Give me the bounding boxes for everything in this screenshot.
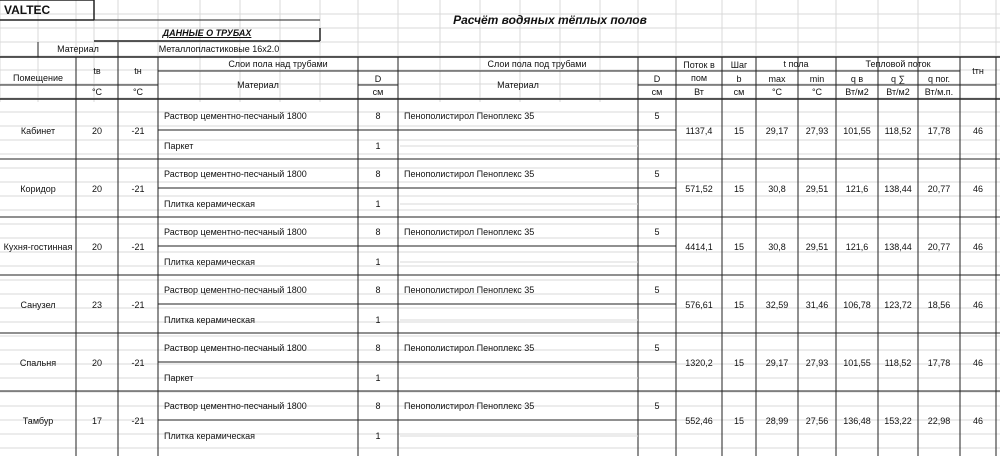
col-header-step: Шаг (730, 59, 748, 70)
col-header-d-below: D (653, 73, 661, 84)
col-header-tmin: min (809, 73, 825, 84)
layer-above-material-cell[interactable]: Плитка керамическая (164, 198, 255, 209)
group-header-heat-flow: Тепловой поток (865, 59, 931, 69)
room-flow-cell[interactable]: 576,61 (685, 299, 713, 310)
col-unit-tv: °C (91, 86, 103, 97)
room-qpog-cell[interactable]: 17,78 (927, 357, 951, 368)
room-tmax-cell[interactable]: 29,17 (765, 125, 789, 136)
room-tn-cell[interactable]: -21 (131, 241, 145, 252)
pipe-material-label: Материал (57, 44, 99, 54)
room-tmax-cell[interactable]: 32,59 (765, 299, 789, 310)
col-unit-qv: Вт/м2 (845, 86, 869, 97)
layer-above-d-cell[interactable]: 8 (375, 342, 381, 353)
pipes-section-title: ДАННЫЕ О ТРУБАХ (162, 28, 252, 38)
layer-above-material-cell[interactable]: Плитка керамическая (164, 430, 255, 441)
col-header-flow-line2: пом (690, 72, 708, 83)
layer-below-d-cell[interactable]: 5 (654, 226, 660, 237)
room-qv-cell[interactable]: 106,78 (843, 299, 871, 310)
layer-above-material-cell[interactable]: Раствор цементно-песчаный 1800 (164, 400, 307, 411)
room-ttn-cell[interactable]: 46 (972, 125, 983, 136)
layer-above-d-cell[interactable]: 1 (375, 372, 381, 383)
layer-below-d-cell[interactable]: 5 (654, 284, 660, 295)
layer-below-material-cell[interactable]: Пенополистирол Пеноплекс 35 (404, 226, 535, 237)
room-tn-cell[interactable]: -21 (131, 299, 145, 310)
room-tmax-cell[interactable]: 30,8 (768, 183, 786, 194)
room-qpog-cell[interactable]: 18,56 (927, 299, 951, 310)
layer-above-d-cell[interactable]: 8 (375, 284, 381, 295)
layer-above-material-cell[interactable]: Паркет (164, 140, 194, 151)
layer-below-material-cell[interactable]: Пенополистирол Пеноплекс 35 (404, 400, 535, 411)
col-header-qv: q в (850, 73, 864, 84)
room-qpog-cell[interactable]: 17,78 (927, 125, 951, 136)
col-header-step-symbol: b (736, 73, 742, 84)
room-step-cell[interactable]: 15 (733, 125, 744, 136)
room-name-cell[interactable]: Кабинет (20, 125, 56, 136)
layer-above-d-cell[interactable]: 8 (375, 110, 381, 121)
layer-above-d-cell[interactable]: 8 (375, 168, 381, 179)
room-tmax-cell[interactable]: 29,17 (765, 357, 789, 368)
room-tmax-cell[interactable]: 30,8 (768, 241, 786, 252)
room-qsum-cell[interactable]: 118,52 (884, 125, 912, 136)
col-header-ttn: tтн (972, 66, 984, 76)
group-header-layers-above: Слои пола над трубами (228, 59, 328, 69)
layer-above-material-cell[interactable]: Плитка керамическая (164, 256, 255, 267)
room-qv-cell[interactable]: 121,6 (845, 183, 869, 194)
layer-below-material-cell[interactable]: Пенополистирол Пеноплекс 35 (404, 284, 535, 295)
layer-below-d-cell[interactable]: 5 (654, 400, 660, 411)
layer-above-d-cell[interactable]: 1 (375, 314, 381, 325)
room-ttn-cell[interactable]: 46 (972, 299, 983, 310)
col-header-tmax: max (768, 73, 786, 84)
col-unit-step: см (733, 86, 745, 97)
room-qv-cell[interactable]: 136,48 (843, 415, 871, 426)
layer-above-material-cell[interactable]: Раствор цементно-песчаный 1800 (164, 342, 307, 353)
room-ttn-cell[interactable]: 46 (972, 241, 983, 252)
layer-above-material-cell[interactable]: Раствор цементно-песчаный 1800 (164, 110, 307, 121)
layer-above-material-cell[interactable]: Паркет (164, 372, 194, 383)
pipe-material-value[interactable]: Металлопластиковые 16х2.0 (158, 44, 280, 54)
room-name-cell[interactable]: Тамбур (22, 415, 54, 426)
page-title: Расчёт водяных тёплых полов (453, 13, 647, 27)
col-header-room: Помещение (13, 72, 63, 83)
room-qsum-cell[interactable]: 118,52 (884, 357, 912, 368)
room-tmin-cell[interactable]: 31,46 (805, 299, 829, 310)
room-flow-cell[interactable]: 4414,1 (685, 241, 713, 252)
col-header-qpog: q пог. (927, 73, 951, 84)
col-unit-tmin: °C (811, 86, 823, 97)
col-unit-d-above: см (372, 86, 384, 97)
col-header-d-above: D (374, 73, 382, 84)
room-qpog-cell[interactable]: 22,98 (927, 415, 951, 426)
room-step-cell[interactable]: 15 (733, 357, 744, 368)
room-qsum-cell[interactable]: 153,22 (884, 415, 912, 426)
room-ttn-cell[interactable]: 46 (972, 183, 983, 194)
layer-below-d-cell[interactable]: 5 (654, 168, 660, 179)
group-header-floor-temp: t пола (783, 59, 809, 69)
layer-below-material-cell[interactable]: Пенополистирол Пеноплекс 35 (404, 342, 535, 353)
col-header-material-below: Материал (497, 79, 539, 90)
room-tn-cell[interactable]: -21 (131, 415, 145, 426)
col-unit-qsum: Вт/м2 (886, 86, 910, 97)
layer-below-material-cell[interactable]: Пенополистирол Пеноплекс 35 (404, 168, 535, 179)
room-tn-cell[interactable]: -21 (131, 183, 145, 194)
group-header-layers-below: Слои пола под трубами (487, 59, 587, 69)
col-header-material-above: Материал (237, 79, 279, 90)
layer-above-d-cell[interactable]: 1 (375, 256, 381, 267)
layer-below-material-cell[interactable]: Пенополистирол Пеноплекс 35 (404, 110, 535, 121)
col-unit-tn: °C (132, 86, 144, 97)
layer-above-d-cell[interactable]: 8 (375, 400, 381, 411)
room-step-cell[interactable]: 15 (733, 241, 744, 252)
room-qv-cell[interactable]: 121,6 (845, 241, 869, 252)
col-unit-d-below: см (651, 86, 663, 97)
room-tmin-cell[interactable]: 29,51 (805, 183, 829, 194)
room-qv-cell[interactable]: 101,55 (843, 357, 871, 368)
room-flow-cell[interactable]: 1320,2 (685, 357, 713, 368)
room-step-cell[interactable]: 15 (733, 183, 744, 194)
col-unit-tmax: °C (771, 86, 783, 97)
layer-above-material-cell[interactable]: Раствор цементно-песчаный 1800 (164, 168, 307, 179)
room-flow-cell[interactable]: 571,52 (685, 183, 713, 194)
room-ttn-cell[interactable]: 46 (972, 415, 983, 426)
layer-above-material-cell[interactable]: Раствор цементно-песчаный 1800 (164, 284, 307, 295)
layer-above-d-cell[interactable]: 1 (375, 198, 381, 209)
room-qsum-cell[interactable]: 138,44 (884, 183, 912, 194)
room-tmax-cell[interactable]: 28,99 (765, 415, 789, 426)
room-ttn-cell[interactable]: 46 (972, 357, 983, 368)
col-header-tv: tв (93, 66, 101, 76)
layer-below-d-cell[interactable]: 5 (654, 110, 660, 121)
room-tv-cell[interactable]: 20 (91, 183, 102, 194)
room-name-cell[interactable]: Коридор (20, 183, 56, 194)
col-header-tn: tн (134, 66, 142, 76)
room-qpog-cell[interactable]: 20,77 (927, 241, 951, 252)
room-tv-cell[interactable]: 23 (91, 299, 102, 310)
room-qpog-cell[interactable]: 20,77 (927, 183, 951, 194)
layer-above-d-cell[interactable]: 1 (375, 430, 381, 441)
room-name-cell[interactable]: Спальня (19, 357, 57, 368)
col-header-qsum: q ∑ (891, 73, 905, 84)
room-tn-cell[interactable]: -21 (131, 357, 145, 368)
col-unit-qpog: Вт/м.п. (924, 86, 954, 97)
room-tn-cell[interactable]: -21 (131, 125, 145, 136)
room-qsum-cell[interactable]: 138,44 (884, 241, 912, 252)
room-name-cell[interactable]: Кухня-гостинная (3, 241, 73, 252)
room-tv-cell[interactable]: 20 (91, 241, 102, 252)
layer-above-material-cell[interactable]: Плитка керамическая (164, 314, 255, 325)
room-tv-cell[interactable]: 20 (91, 357, 102, 368)
room-flow-cell[interactable]: 1137,4 (685, 125, 713, 136)
layer-above-d-cell[interactable]: 1 (375, 140, 381, 151)
room-name-cell[interactable]: Санузел (20, 299, 56, 310)
col-unit-flow: Вт (694, 86, 704, 97)
room-tmin-cell[interactable]: 27,93 (805, 357, 829, 368)
brand-logo: VALTEC (4, 3, 51, 17)
layer-above-material-cell[interactable]: Раствор цементно-песчаный 1800 (164, 226, 307, 237)
room-tv-cell[interactable]: 17 (91, 415, 102, 426)
room-tmin-cell[interactable]: 29,51 (805, 241, 829, 252)
room-step-cell[interactable]: 15 (733, 415, 744, 426)
room-qv-cell[interactable]: 101,55 (843, 125, 871, 136)
room-step-cell[interactable]: 15 (733, 299, 744, 310)
room-tv-cell[interactable]: 20 (91, 125, 102, 136)
col-header-flow-line1: Поток в (683, 59, 715, 70)
layer-above-d-cell[interactable]: 8 (375, 226, 381, 237)
room-qsum-cell[interactable]: 123,72 (884, 299, 912, 310)
layer-below-d-cell[interactable]: 5 (654, 342, 660, 353)
room-tmin-cell[interactable]: 27,93 (805, 125, 829, 136)
room-flow-cell[interactable]: 552,46 (685, 415, 713, 426)
room-tmin-cell[interactable]: 27,56 (805, 415, 829, 426)
